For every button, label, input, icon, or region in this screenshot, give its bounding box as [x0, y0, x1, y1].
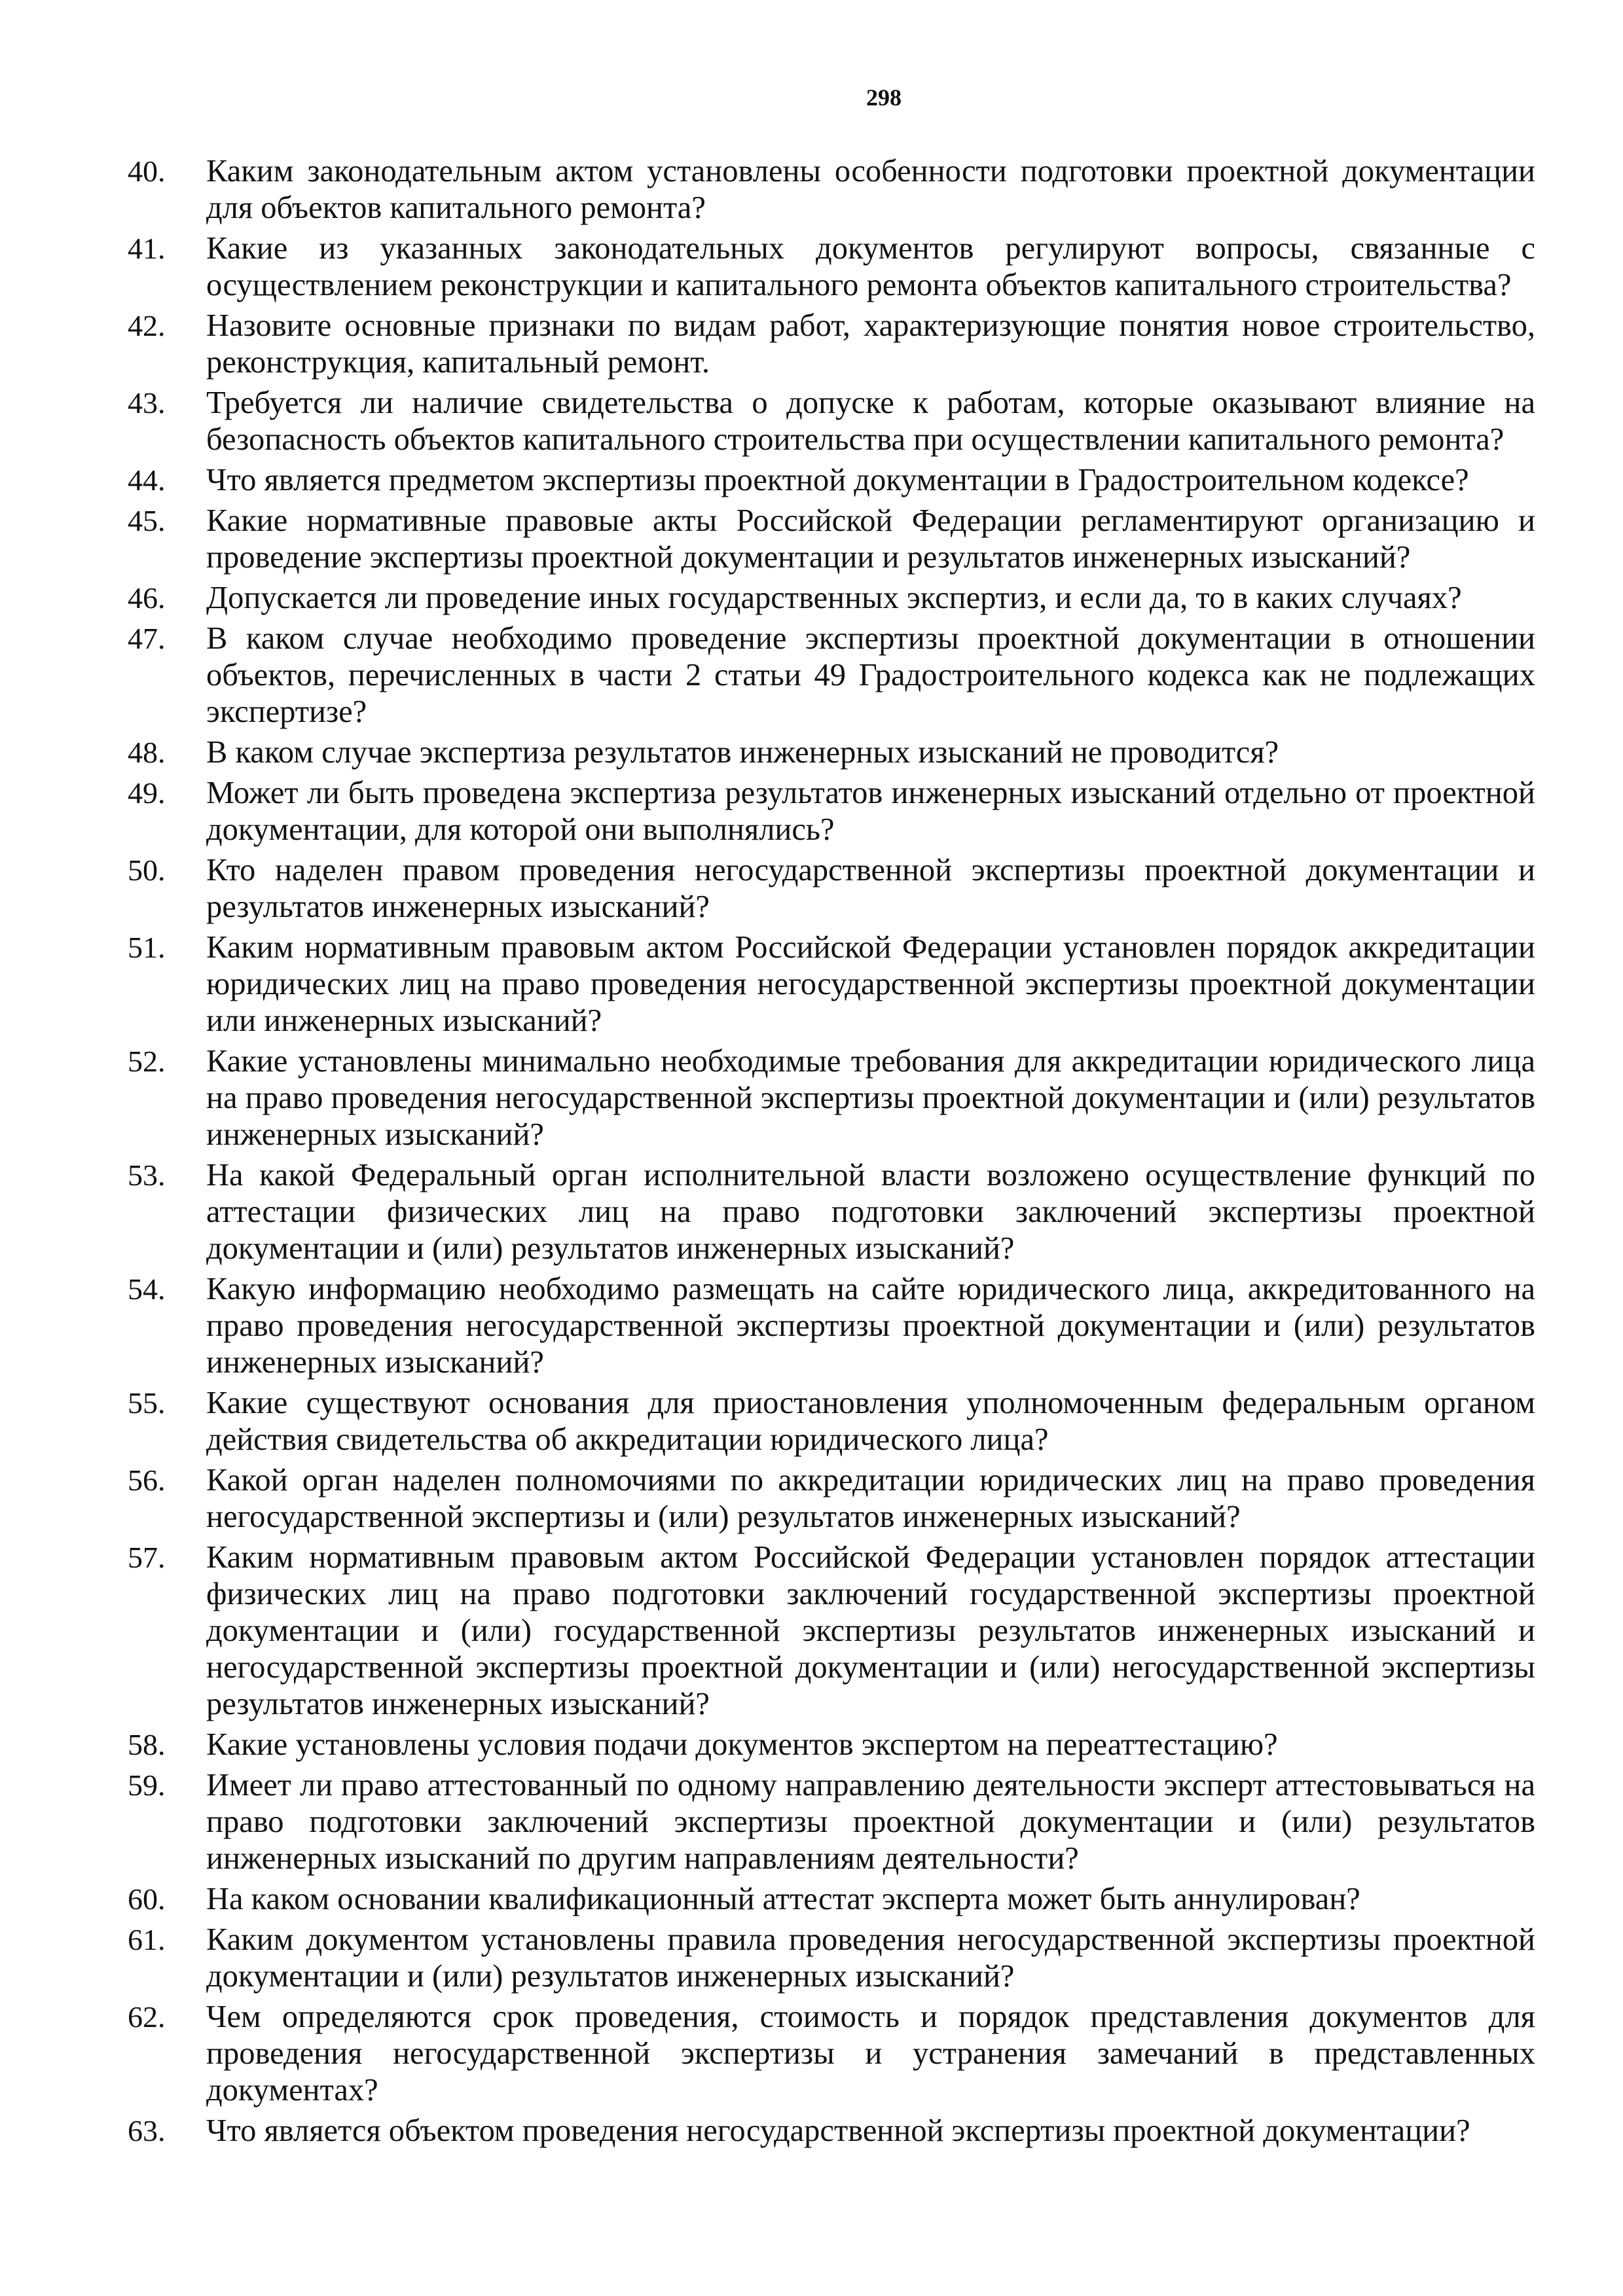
question-text: На какой Федеральный орган исполнительной власти возложено осуществление функций по аттестации физических лиц на право подготовки заключений экспертизы проектной документации и (или) результатов инженерных изысканий?: [206, 1158, 1535, 1266]
question-text: Может ли быть проведена экспертиза результатов инженерных изысканий отдельно от проектной документации, для которой они выполнялись?: [206, 776, 1535, 847]
question-number: 51.: [128, 931, 166, 964]
question-number: 45.: [128, 504, 166, 537]
question-text: На каком основании квалификационный аттестат эксперта может быть аннулирован?: [206, 1882, 1360, 1916]
question-text: Каким нормативным правовым актом Российской Федерации установлен порядок аттестации физических лиц на право подготовки заключений государственной экспертизы проектной документации и (или) государственной экспертизы результатов инженерных изысканий и негосударственной экспертизы проектной документации и (или) негосударственной экспертизы результатов инженерных изысканий?: [206, 1540, 1535, 1721]
question-text: Имеет ли право аттестованный по одному направлению деятельности эксперт аттестовываться на право подготовки заключений экспертизы проектной документации и (или) результатов инженерных изысканий по другим направлениям деятельности?: [206, 1768, 1535, 1876]
list-item: [128, 580, 1535, 617]
list-item: [128, 852, 1535, 925]
question-number: 52.: [128, 1045, 166, 1078]
question-text: Каким документом установлены правила проведения негосударственной экспертизы проектной документации и (или) результатов инженерных изысканий?: [206, 1922, 1535, 1994]
question-number: 47.: [128, 622, 166, 655]
question-number: 60.: [128, 1882, 166, 1916]
question-text: Что является объектом проведения негосударственной экспертизы проектной документации?: [206, 2113, 1470, 2148]
question-text: Допускается ли проведение иных государственных экспертиз, и если да, то в каких случаях?: [206, 581, 1462, 615]
question-number: 61.: [128, 1923, 166, 1956]
question-text: Какие нормативные правовые акты Российской Федерации регламентируют организацию и проведение экспертизы проектной документации и результатов инженерных изысканий?: [206, 503, 1535, 575]
list-item: [128, 734, 1535, 771]
question-number: 48.: [128, 736, 166, 769]
question-text: Назовите основные признаки по видам работ, характеризующие понятия новое строительство, реконструкция, капитальный ремонт.: [206, 308, 1535, 380]
question-text: Какие существуют основания для приостановления уполномоченным федеральным органом действия свидетельства об аккредитации юридического лица?: [206, 1386, 1535, 1457]
list-item: [128, 620, 1535, 730]
question-text: Кто наделен правом проведения негосударственной экспертизы проектной документации и результатов инженерных изысканий?: [206, 853, 1535, 924]
question-text: Что является предметом экспертизы проектной документации в Градостроительном кодексе?: [206, 463, 1469, 497]
question-number: 54.: [128, 1272, 166, 1306]
list-item: [128, 1157, 1535, 1267]
list-item: [128, 775, 1535, 848]
question-number: 42.: [128, 309, 166, 342]
question-text: Чем определяются срок проведения, стоимость и порядок представления документов для проведения негосударственной экспертизы и устранения замечаний в представленных документах?: [206, 2000, 1535, 2108]
question-number: 62.: [128, 2000, 166, 2034]
question-text: Какие из указанных законодательных документов регулируют вопросы, связанные с осуществлением реконструкции и капитального ремонта объектов капитального строительства?: [206, 231, 1535, 302]
list-item: [128, 1767, 1535, 1877]
list-item: [128, 1462, 1535, 1535]
list-item: [128, 462, 1535, 499]
list-item: [128, 1539, 1535, 1723]
list-item: [128, 153, 1535, 226]
list-item: [128, 1043, 1535, 1153]
question-number: 56.: [128, 1463, 166, 1497]
question-number: 41.: [128, 232, 166, 265]
question-number: 57.: [128, 1541, 166, 1574]
list-item: [128, 1999, 1535, 2109]
question-number: 43.: [128, 386, 166, 420]
question-text: Каким законодательным актом установлены особенности подготовки проектной документации для объектов капитального ремонта?: [206, 154, 1535, 225]
list-item: [128, 1727, 1535, 1763]
question-text: В каком случае экспертиза результатов инженерных изысканий не проводится?: [206, 735, 1279, 770]
list-item: [128, 929, 1535, 1039]
question-number: 40.: [128, 154, 166, 188]
list-item: [128, 385, 1535, 458]
question-text: Какую информацию необходимо размещать на сайте юридического лица, аккредитованного на право проведения негосударственной экспертизы проектной документации и (или) результатов инженерных изысканий?: [206, 1272, 1535, 1380]
list-item: [128, 1271, 1535, 1381]
question-text: Какие установлены условия подачи документов экспертом на переаттестацию?: [206, 1727, 1278, 1762]
question-text: Требуется ли наличие свидетельства о допуске к работам, которые оказывают влияние на безопасность объектов капитального строительства при осуществлении капитального ремонта?: [206, 386, 1535, 457]
question-text: Какой орган наделен полномочиями по аккредитации юридических лиц на право проведения негосударственной экспертизы и (или) результатов инженерных изысканий?: [206, 1463, 1535, 1534]
list-item: [128, 503, 1535, 576]
page-number: 298: [866, 84, 902, 111]
question-number: 59.: [128, 1768, 166, 1802]
question-text: Каким нормативным правовым актом Российской Федерации установлен порядок аккредитации юридических лиц на право проведения негосударственной экспертизы проектной документации или инженерных изысканий?: [206, 930, 1535, 1038]
list-item: [128, 308, 1535, 381]
question-number: 46.: [128, 581, 166, 615]
question-number: 63.: [128, 2114, 166, 2147]
question-number: 44.: [128, 463, 166, 497]
list-item: [128, 2113, 1535, 2149]
list-item: [128, 1922, 1535, 1995]
question-number: 50.: [128, 853, 166, 887]
question-number: 49.: [128, 776, 166, 810]
list-item: [128, 1385, 1535, 1458]
question-text: Какие установлены минимально необходимые требования для аккредитации юридического лица на право проведения негосударственной экспертизы проектной документации и (или) результатов инженерных изысканий?: [206, 1044, 1535, 1152]
question-number: 58.: [128, 1728, 166, 1761]
question-list: [128, 153, 1535, 2153]
question-text: В каком случае необходимо проведение экспертизы проектной документации в отношении объектов, перечисленных в части 2 статьи 49 Градостроительного кодекса как не подлежащих экспертизе?: [206, 621, 1535, 729]
question-number: 53.: [128, 1158, 166, 1192]
list-item: [128, 230, 1535, 304]
question-number: 55.: [128, 1386, 166, 1420]
list-item: [128, 1881, 1535, 1918]
